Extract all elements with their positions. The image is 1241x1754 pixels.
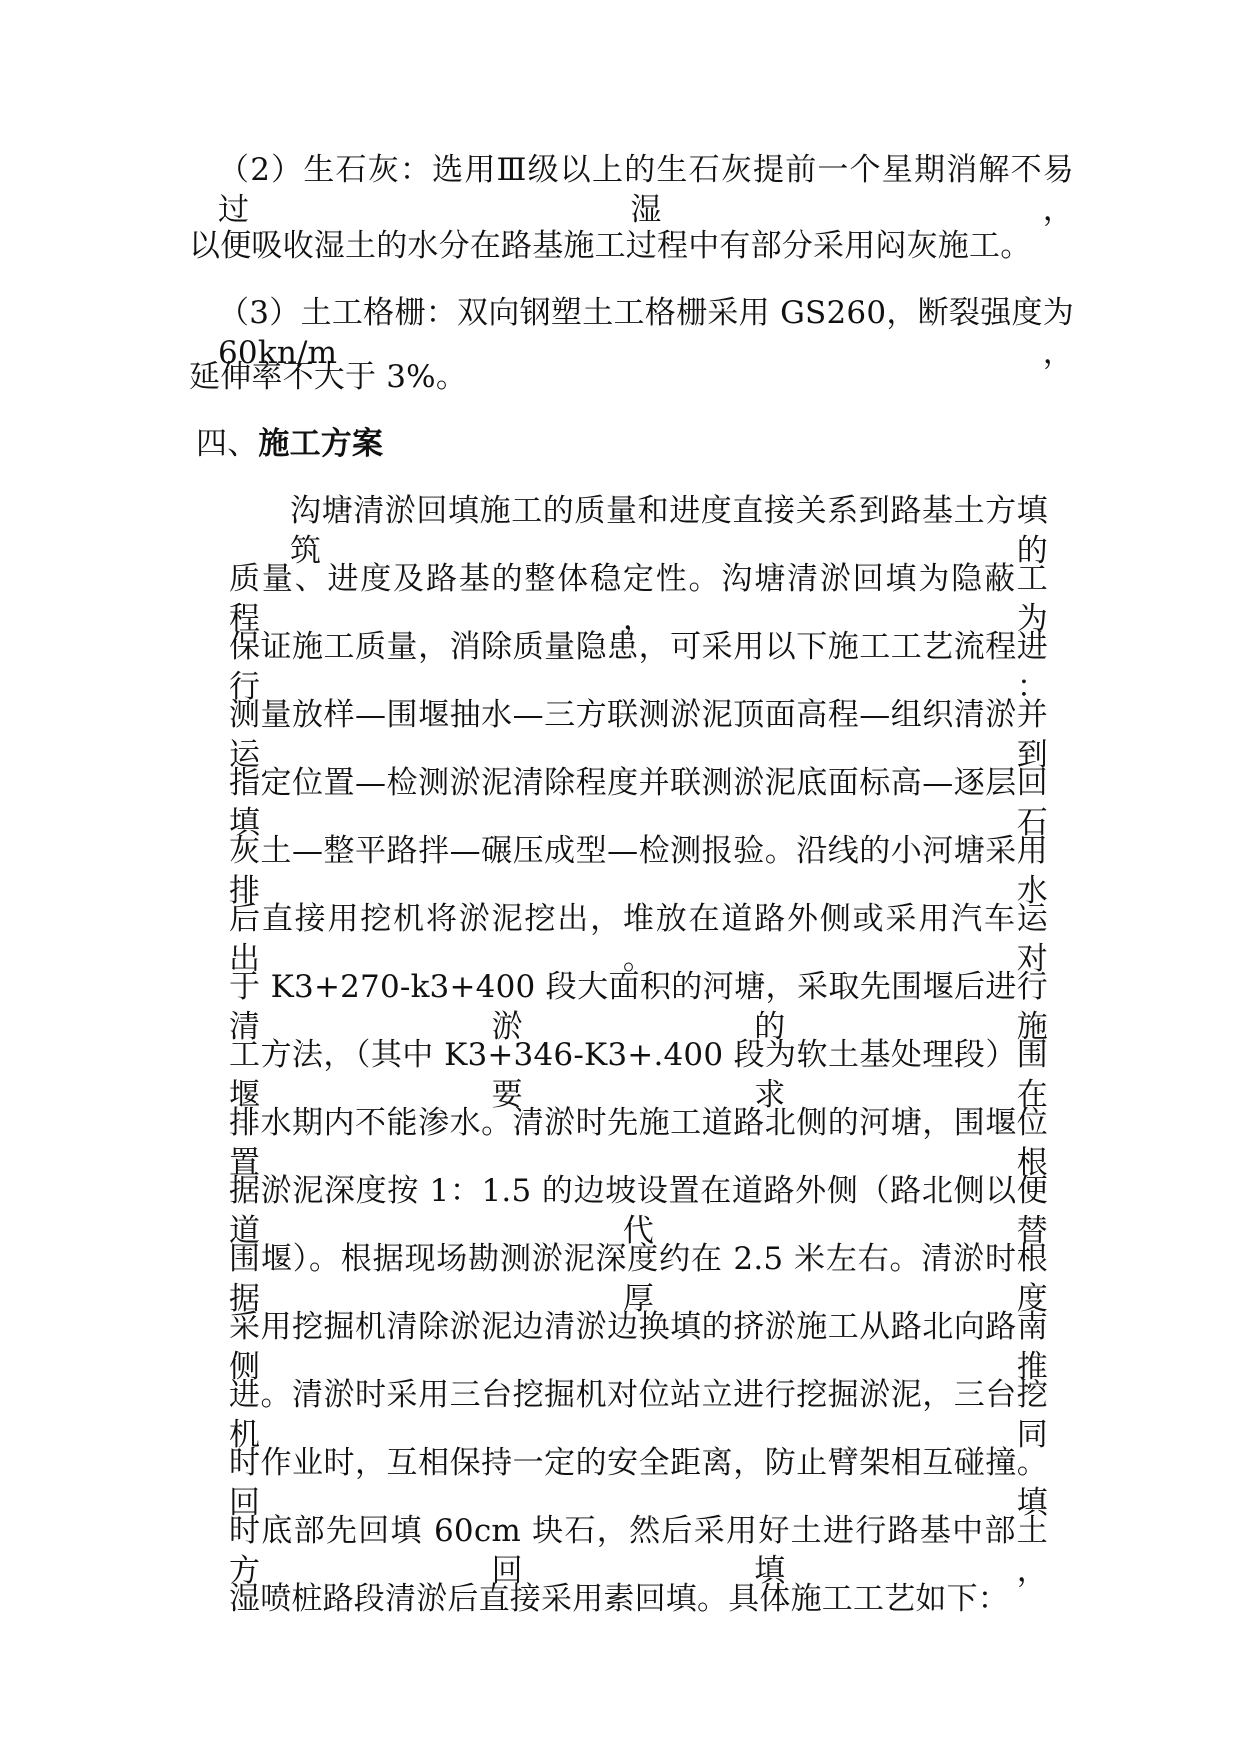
item-3-line-1: （3）土工格栅：双向钢塑土工格栅采用 GS260，断裂强度为 60kn/m， [218, 295, 1074, 371]
section-title: 施工方案 [258, 426, 384, 462]
paragraph-line: 围堰）。根据现场勘测淤泥深度约在 2.5 米左右。清淤时根据厚度 [229, 1241, 1048, 1317]
paragraph-line: 时作业时，互相保持一定的安全距离，防止臂架相互碰撞。回填 [229, 1445, 1048, 1521]
paragraph-line: 灰土—整平路拌—碾压成型—检测报验。沿线的小河塘采用排水 [229, 833, 1048, 909]
paragraph-line: 测量放样—围堰抽水—三方联测淤泥顶面高程—组织清淤并运到 [229, 697, 1048, 773]
paragraph-line: 沟塘清淤回填施工的质量和进度直接关系到路基土方填筑的 [290, 493, 1048, 569]
paragraph-line: 排水期内不能渗水。清淤时先施工道路北侧的河塘，围堰位置根 [229, 1105, 1048, 1181]
paragraph-line: 工方法，（其中 K3+346-K3+.400 段为软土基处理段）围堰要求在 [229, 1037, 1048, 1113]
paragraph-line: 于 K3+270-k3+400 段大面积的河塘，采取先围堰后进行清淤的施 [229, 969, 1048, 1045]
section-number: 四、 [196, 426, 259, 462]
item-2-line-2: 以便吸收湿土的水分在路基施工过程中有部分采用闷灰施工。 [189, 228, 1032, 264]
paragraph-line: 时底部先回填 60cm 块石，然后采用好土进行路基中部土方回填， [229, 1513, 1048, 1589]
section-heading [196, 424, 383, 464]
paragraph-line: 据淤泥深度按 1：1.5 的边坡设置在道路外侧（路北侧以便道代替 [229, 1173, 1048, 1249]
paragraph-line: 后直接用挖机将淤泥挖出，堆放在道路外侧或采用汽车运出。对 [229, 901, 1048, 977]
item-3-line-2: 延伸率不大于 3%。 [189, 359, 468, 395]
paragraph-line: 指定位置—检测淤泥清除程度并联测淤泥底面标高—逐层回填石 [229, 765, 1048, 841]
paragraph-line: 采用挖掘机清除淤泥边清淤边换填的挤淤施工从路北向路南侧推 [229, 1309, 1048, 1385]
paragraph-line: 质量、进度及路基的整体稳定性。沟塘清淤回填为隐蔽工程，为 [229, 561, 1048, 637]
paragraph-line: 进。清淤时采用三台挖掘机对位站立进行挖掘淤泥，三台挖机同 [229, 1377, 1048, 1453]
item-2-line-1: （2）生石灰：选用Ⅲ级以上的生石灰提前一个星期消解不易过湿， [218, 152, 1074, 228]
paragraph-line: 湿喷桩路段清淤后直接采用素回填。具体施工工艺如下： [229, 1581, 1009, 1617]
paragraph-line: 保证施工质量，消除质量隐患，可采用以下施工工艺流程进行： [229, 629, 1048, 705]
